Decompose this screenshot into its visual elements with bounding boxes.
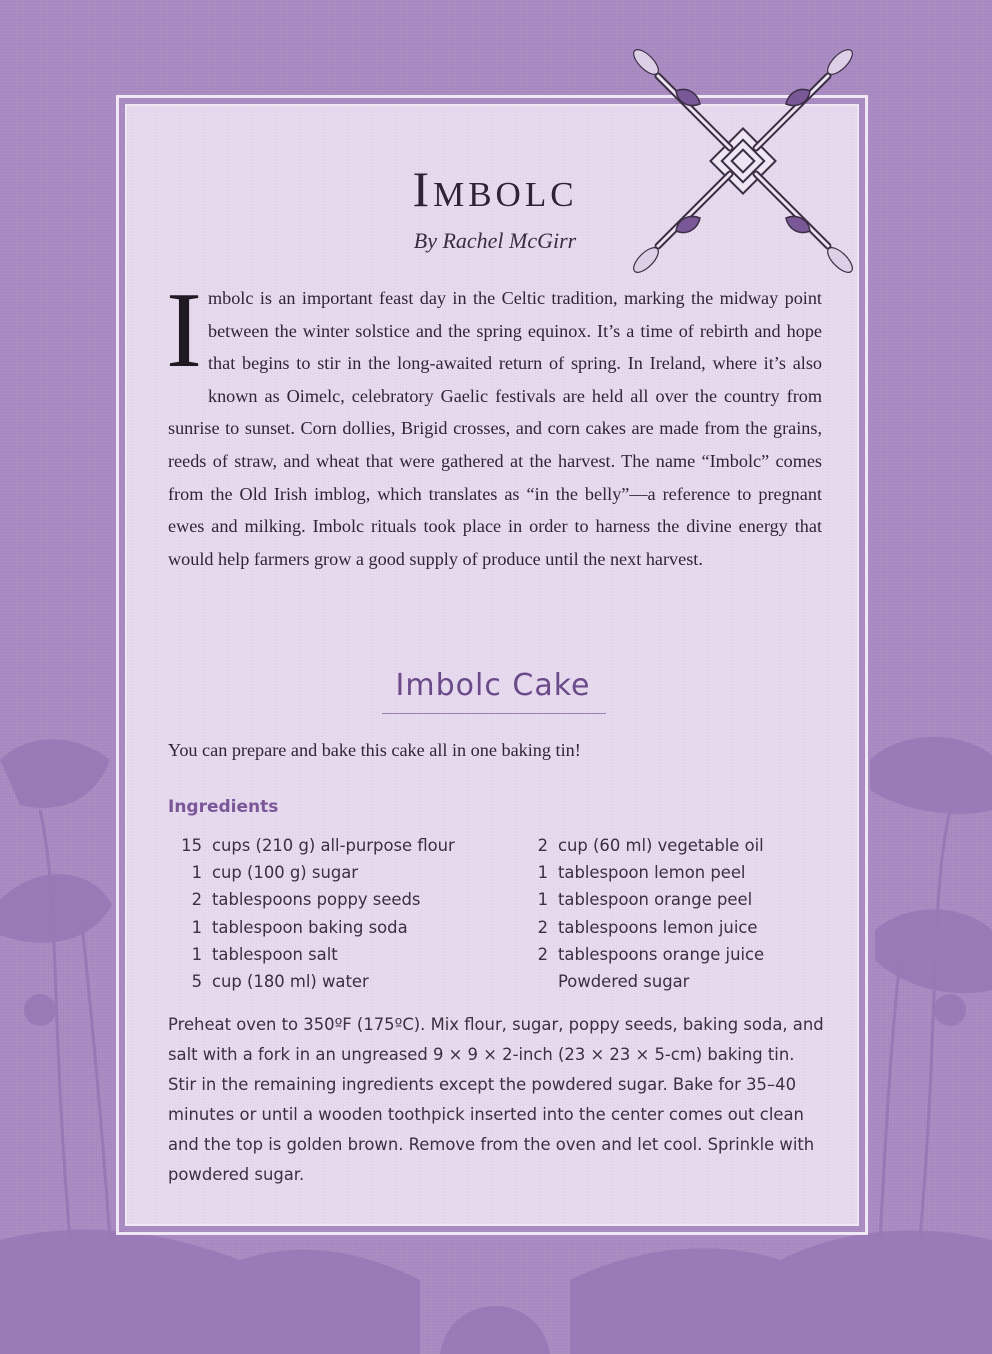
ingredient-row bbox=[170, 941, 455, 968]
ingredient-item: cups (210 g) all-purpose flour bbox=[212, 836, 455, 856]
ingredient-item: tablespoon salt bbox=[212, 944, 338, 964]
ingredient-row bbox=[170, 914, 455, 941]
ingredient-row bbox=[170, 859, 455, 886]
ingredient-item: tablespoon baking soda bbox=[212, 917, 408, 937]
recipe-directions: Preheat oven to 350ºF (175ºC). Mix flour, sugar, poppy seeds, baking soda, and salt with a fork in an ungreased 9 × 9 × 2-inch (23 × 23 × 5-cm) baking tin. Stir in the remaining ingredients except the powdered sugar. Bake for 35–40 minutes or until a wooden toothpick inserted into the center comes out clean and the top is golden brown. Remove from the oven and let cool. Sprinkle with powdered sugar. bbox=[168, 1015, 824, 1184]
ingredient-qty: 1 bbox=[537, 863, 548, 883]
ingredient-item: Powdered sugar bbox=[558, 972, 690, 992]
ingredient-qty: 1 bbox=[191, 917, 202, 937]
ingredient-row bbox=[516, 914, 764, 941]
ingredient-item: cup (60 ml) vegetable oil bbox=[558, 836, 764, 856]
ingredient-qty: 2 bbox=[537, 836, 548, 856]
ingredient-item: tablespoon orange peel bbox=[558, 890, 753, 910]
ingredient-row bbox=[516, 886, 764, 913]
ingredient-row bbox=[516, 941, 764, 968]
ingredient-qty: 2 bbox=[191, 890, 202, 910]
ingredient-row bbox=[516, 968, 764, 995]
recipe-title-underline bbox=[382, 713, 606, 714]
ingredient-item: tablespoon lemon peel bbox=[558, 863, 746, 883]
recipe-intro: You can prepare and bake this cake all in one baking tin! bbox=[168, 740, 581, 760]
ingredient-item: tablespoons lemon juice bbox=[558, 917, 758, 937]
ingredient-row bbox=[170, 968, 455, 995]
ingredient-item: cup (100 g) sugar bbox=[212, 863, 359, 883]
article-title: Imbolc bbox=[412, 161, 578, 217]
article-author: By Rachel McGirr bbox=[413, 228, 577, 253]
ingredient-qty: 2 bbox=[537, 944, 548, 964]
intro-text: mbolc is an important feast day in the Celtic tradition, marking the midway point between the winter solstice and the spring equinox. It’s a time of rebirth and hope that begins to stir in the long-awaited return of spring. In Ireland, where it’s also known as Oimelc, celebratory Gaelic festivals are held all over the country from sunrise to sunset. Corn dollies, Brigid crosses, and corn cakes are made from the grains, reeds of straw, and wheat that were gathered at the harvest. The name “Imbolc” comes from the Old Irish imblog, which translates as “in the belly”—a reference to pregnant ewes and milking. Imbolc rituals took place in order to harness the divine energy that would help farmers grow a good supply of produce until the next harvest. bbox=[168, 288, 822, 569]
ingredient-qty: 15 bbox=[181, 836, 202, 856]
article-intro bbox=[166, 271, 822, 575]
ingredients-right-column bbox=[516, 832, 764, 995]
ingredient-qty: 5 bbox=[191, 972, 202, 992]
ingredients-left-column bbox=[170, 832, 455, 995]
ingredient-qty: 1 bbox=[191, 863, 202, 883]
ingredient-row bbox=[516, 832, 764, 859]
ingredient-row bbox=[170, 886, 455, 913]
ingredient-qty: 1 bbox=[191, 944, 202, 964]
ingredient-item: tablespoons orange juice bbox=[558, 944, 765, 964]
ingredient-qty: 2 bbox=[537, 917, 548, 937]
ingredient-qty: 1 bbox=[537, 890, 548, 910]
drop-cap: I bbox=[166, 271, 202, 390]
ingredient-item: tablespoons poppy seeds bbox=[212, 890, 421, 910]
ingredient-row bbox=[170, 832, 455, 859]
recipe-title: Imbolc Cake bbox=[395, 668, 591, 703]
ingredient-row bbox=[516, 859, 764, 886]
ingredient-item: cup (180 ml) water bbox=[212, 972, 369, 992]
ingredients-heading: Ingredients bbox=[168, 797, 279, 817]
